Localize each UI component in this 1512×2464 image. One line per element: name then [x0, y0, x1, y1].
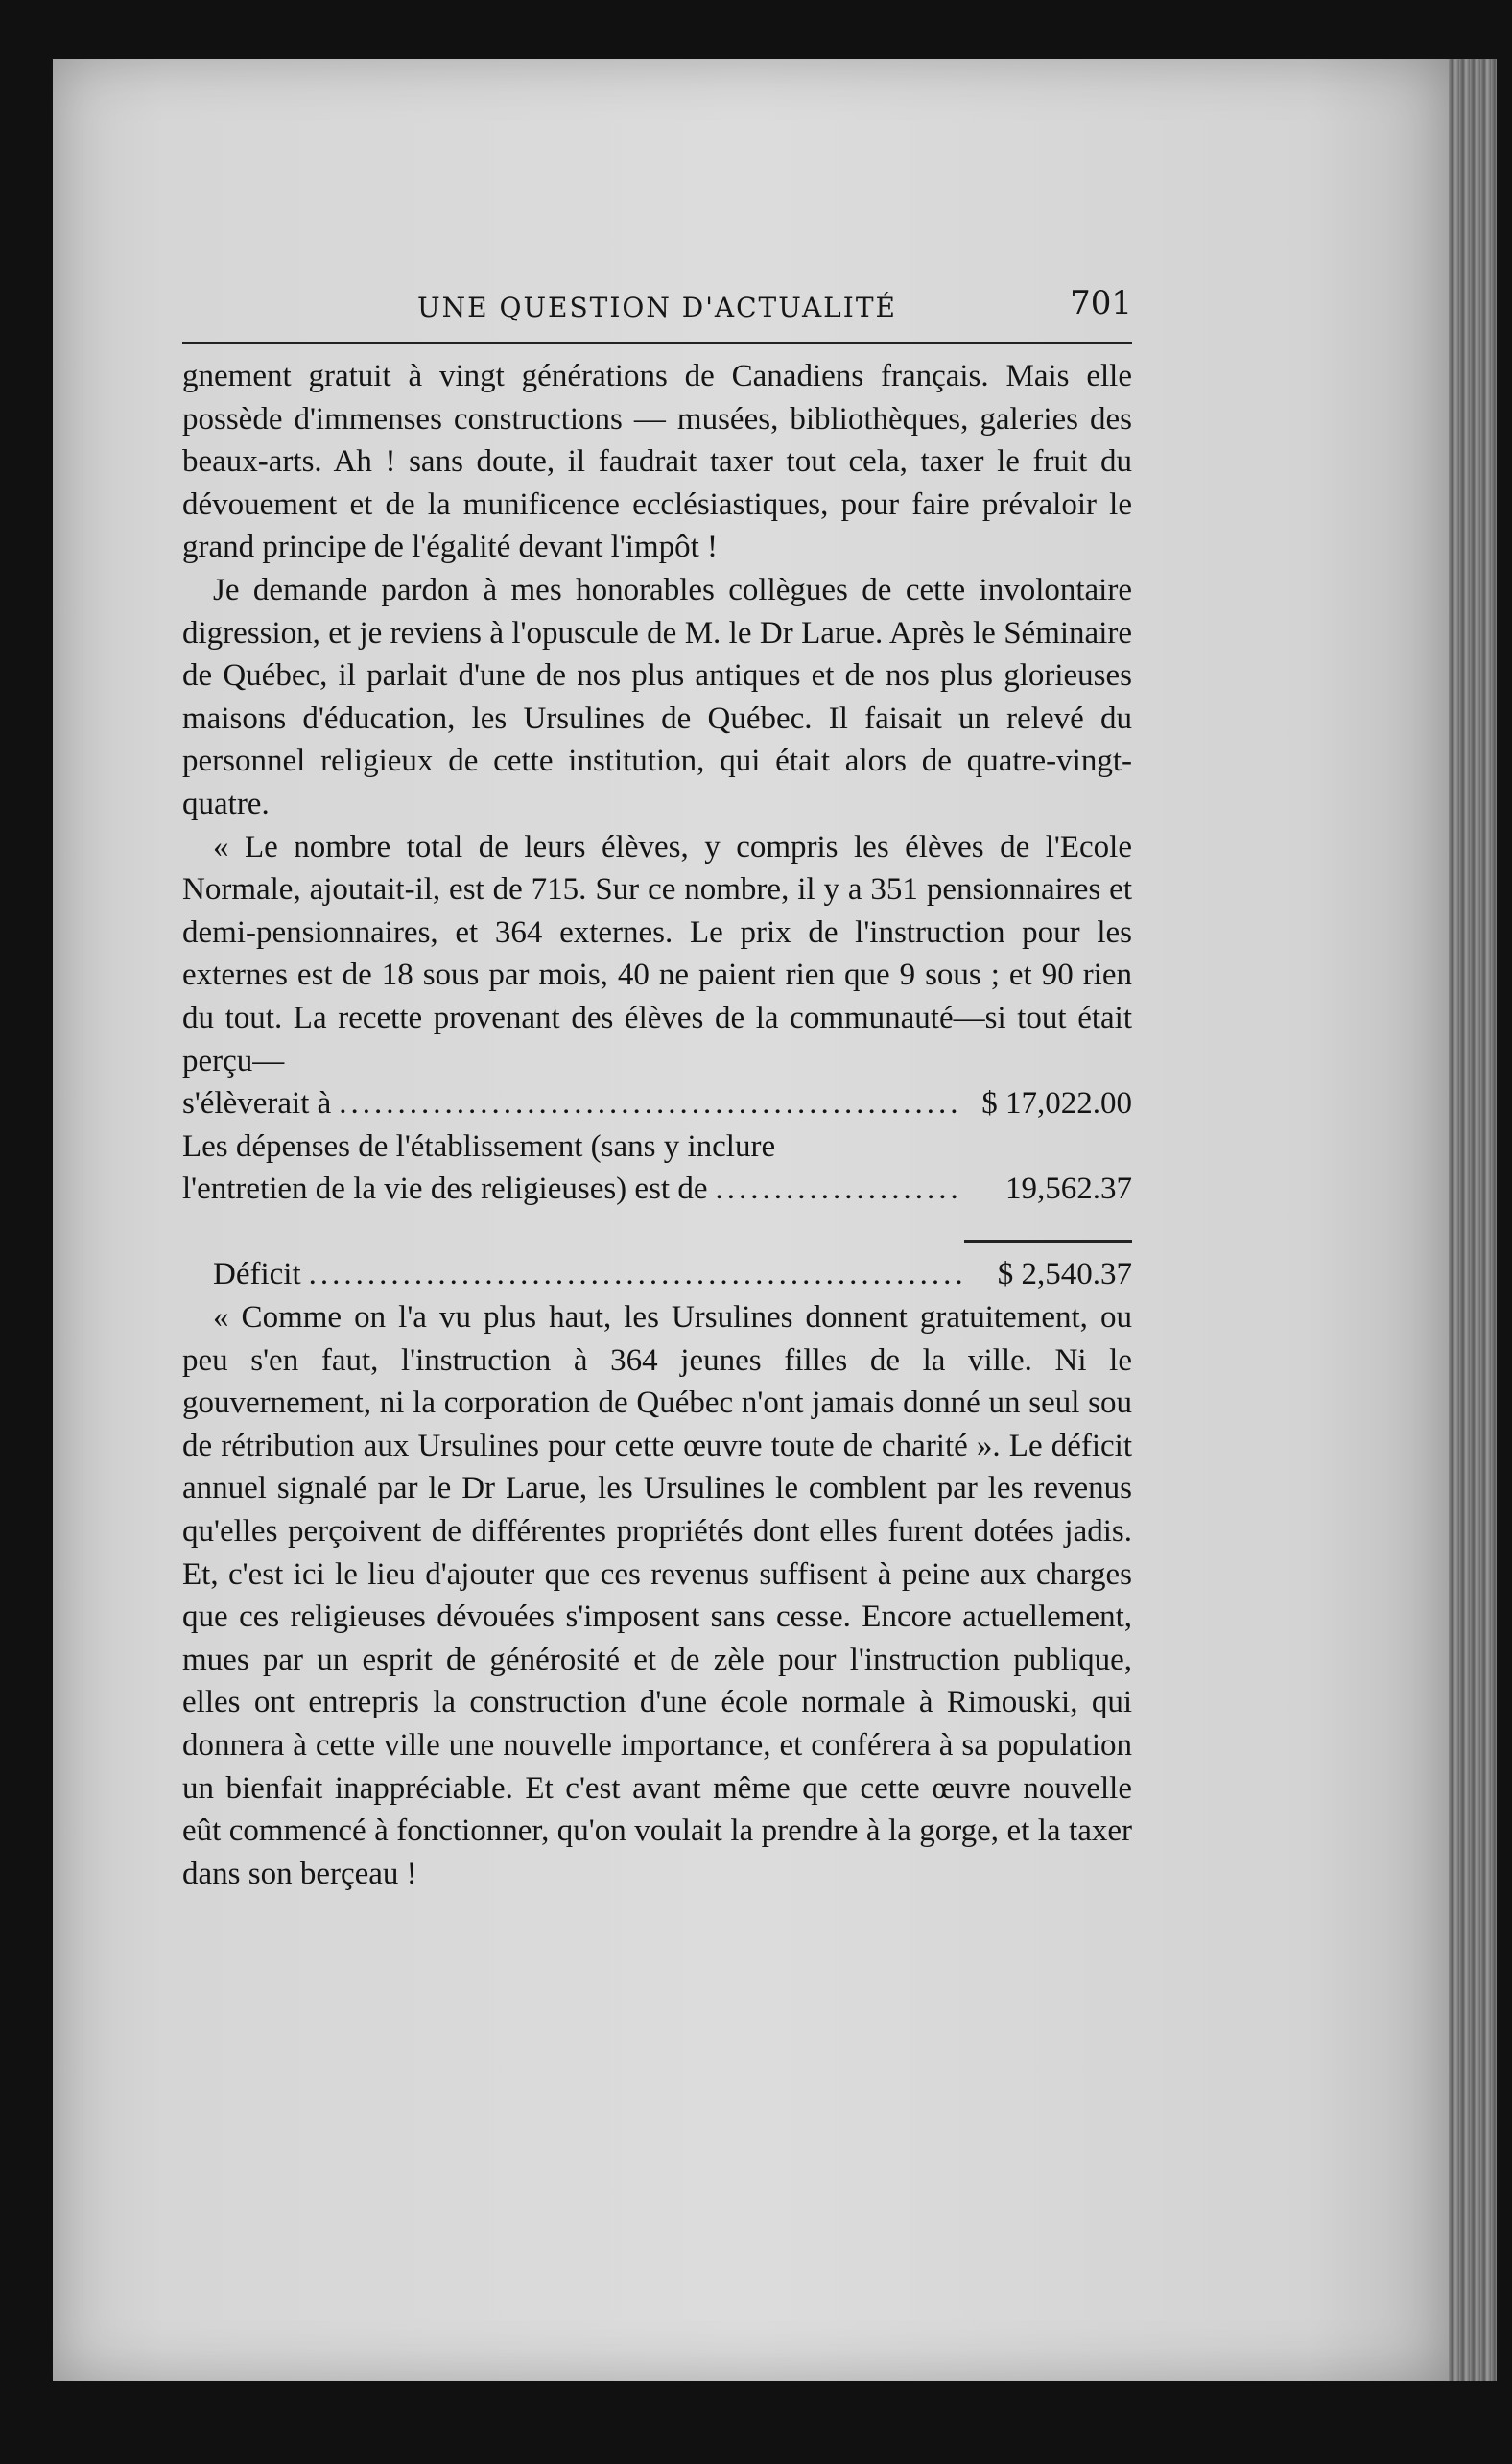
page-number: 701	[1070, 284, 1132, 322]
leader-dots	[339, 1082, 961, 1125]
sum-rule-row	[182, 1211, 1132, 1254]
sum-rule	[964, 1240, 1132, 1243]
expenses-amount: 19,562.37	[1005, 1172, 1132, 1207]
expenses-label-line1: Les dépenses de l'établissement (sans y inclure	[182, 1128, 776, 1164]
ledger-expenses-row-2	[182, 1168, 1132, 1211]
expenses-label-line2: l'entretien de la vie des religieuses) est de	[182, 1172, 708, 1207]
book-spine-edge	[1449, 59, 1497, 2381]
receipts-amount: $ 17,022.00	[981, 1086, 1132, 1122]
running-title: UNE QUESTION D'ACTUALITÉ	[417, 292, 897, 323]
body-text	[182, 355, 1132, 1895]
header-rule	[182, 342, 1132, 344]
paragraph: « Comme on l'a vu plus haut, les Ursulines donnent gratuitement, ou peu s'en faut, l'instruction à 364 jeunes filles de la ville. Ni le gouvernement, ni la corporation de Québec n'ont jamais donné un seul sou de rétribution aux Ursulines pour cette œuvre toute de charité ». Le déficit annuel signalé par le Dr Larue, les Ursulines le comblent par les revenus qu'elles perçoivent de différentes propriétés dont elles furent dotées jadis. Et, c'est ici le lieu d'ajouter que ces revenus suffisent à peine aux charges que ces religieuses dévouées s'imposent sans cesse. Encore actuellement, mues par un esprit de générosité et de zèle pour l'instruction publique, elles ont entrepris la construction d'une école normale à Rimouski, qui donnera à cette ville une nouvelle importance, et conférera à sa population un bienfait inappréciable. Et c'est avant même que cette œuvre nouvelle eût commencé à fonctionner, qu'on voulait la prendre à la gorge, et la taxer dans son berçeau !	[182, 1300, 1132, 1891]
paragraph: Je demande pardon à mes honorables collègues de cette involontaire digression, et je reviens à l'opuscule de M. le Dr Larue. Après le Séminaire de Québec, il parlait d'une de nos plus antiques et de nos plus glorieuses maisons d'éducation, les Ursulines de Québec. Il faisait un relevé du personnel religieux de cette institution, qui était alors de quatre-vingt-quatre.	[182, 572, 1132, 821]
leader-dots	[309, 1253, 961, 1296]
page-header	[182, 284, 1132, 338]
deficit-amount: $ 2,540.37	[997, 1257, 1132, 1292]
paragraph: gnement gratuit à vingt générations de Canadiens français. Mais elle possède d'immenses constructions — musées, bibliothèques, galeries des beaux-arts. Ah ! sans doute, il faudrait taxer tout cela, taxer le fruit du dévouement et de la munificence ecclésiastiques, pour faire prévaloir le grand principe de l'égalité devant l'impôt !	[182, 359, 1132, 565]
ledger-receipts-row	[182, 1082, 1132, 1125]
deficit-label: Déficit	[213, 1257, 301, 1292]
ledger-deficit-row	[182, 1253, 1132, 1296]
receipts-label: s'élèverait à	[182, 1086, 332, 1122]
ledger-expenses-row-1	[182, 1125, 1132, 1169]
paragraph: « Le nombre total de leurs élèves, y compris les élèves de l'Ecole Normale, ajoutait-il, est de 715. Sur ce nombre, il y a 351 pensionnaires et demi-pensionnaires, et 364 externes. Le prix de l'instruction pour les externes est de 18 sous par mois, 40 ne paient rien que 9 sous ; et 90 rien du tout. La recette provenant des élèves de la communauté—si tout était perçu—	[182, 829, 1132, 1078]
leader-dots	[715, 1168, 961, 1211]
